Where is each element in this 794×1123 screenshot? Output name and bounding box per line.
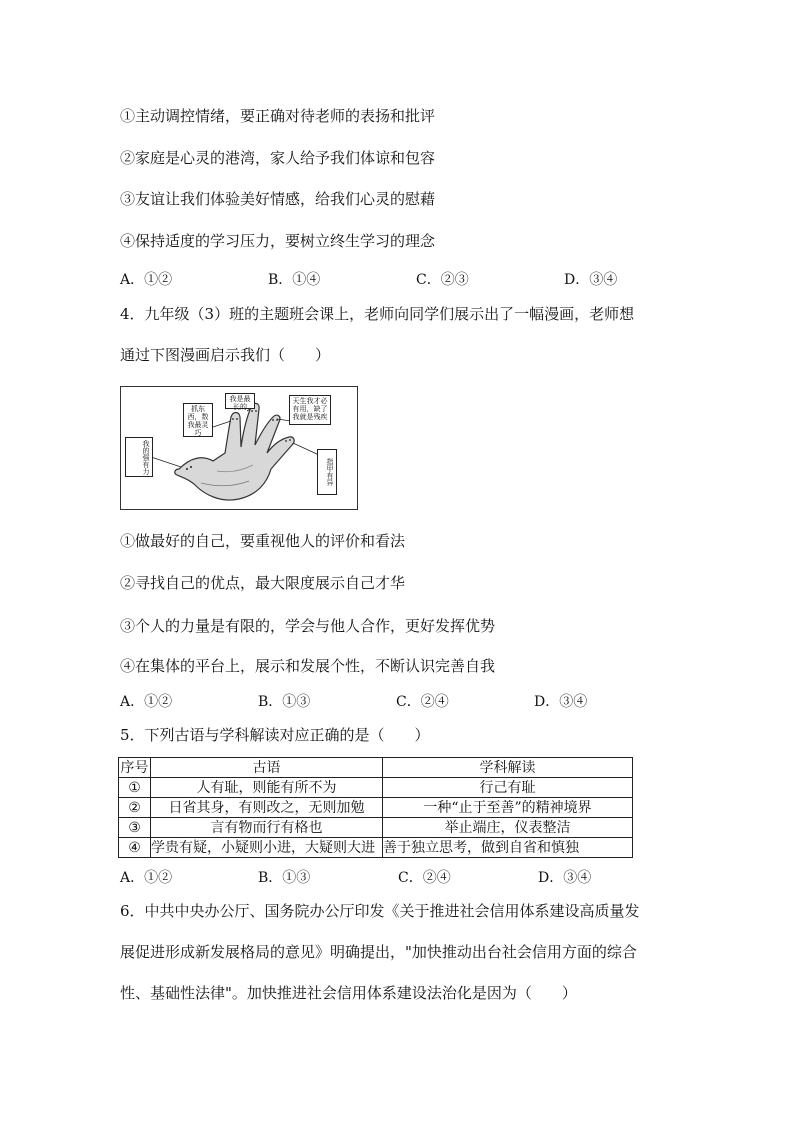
row-number: ① [119,778,151,798]
q3-option-d[interactable]: D．③④ [564,272,618,288]
row-reading: 一种“止于至善”的精神境界 [383,798,633,818]
q5-option-d[interactable]: D．③④ [538,870,592,886]
bubble-pinky: 指甲有异 [317,449,337,495]
header-quote: 古语 [151,758,383,778]
q3-item-3: ③友谊让我们体验美好情感，给我们心灵的慰藉 [120,190,436,208]
q3-item-4: ④保持适度的学习压力，要树立终生学习的理念 [120,232,436,250]
q6-line-3: 性、基础性法律"。加快推进社会信用体系建设法治化是因为（ ） [120,984,577,1002]
q5-stem: 5．下列古语与学科解读对应正确的是（ ） [120,726,430,744]
q3-item-1: ①主动调控情绪，要正确对待老师的表扬和批评 [120,107,436,125]
q5-option-a[interactable]: A．①② [120,870,173,886]
table-row [119,798,633,818]
row-quote: 学贵有疑，小疑则小进，大疑则大进 [151,838,383,858]
q4-option-b[interactable]: B．①③ [258,694,311,710]
q4-item-2: ②寻找自己的优点，最大限度展示自己才华 [120,574,406,592]
q3-options [120,270,680,290]
hand-cartoon [120,386,358,510]
q4-item-3: ③个人的力量是有限的，学会与他人合作，更好发挥优势 [120,617,496,635]
row-reading: 行己有耻 [383,778,633,798]
q4-option-c[interactable]: C．②④ [396,694,449,710]
row-reading: 善于独立思考，做到自省和慎独 [383,838,633,858]
q4-option-d[interactable]: D．③④ [534,694,588,710]
table-row [119,838,633,858]
q3-option-c[interactable]: C．②③ [416,272,469,288]
row-reading: 举止端庄，仪表整洁 [383,818,633,838]
row-quote: 人有耻，则能有所不为 [151,778,383,798]
table-header-row [119,758,633,778]
q4-item-4: ④在集体的平台上，展示和发展个性，不断认识完善自我 [120,657,496,675]
q4-stem-line-2: 通过下图漫画启示我们（ ） [120,346,331,364]
q3-item-2: ②家庭是心灵的港湾，家人给予我们体谅和包容 [120,149,436,167]
q6-line-2: 展促进形成新发展格局的意见》明确提出，"加快推动出台社会信用方面的综合 [120,943,637,961]
q4-option-a[interactable]: A．①② [120,694,173,710]
table-row [119,818,633,838]
q4-options [120,692,680,712]
bubble-ring: 天生我才必有用，缺了我就是残疾 [289,395,331,425]
row-number: ② [119,798,151,818]
q5-option-b[interactable]: B．①③ [258,870,311,886]
row-number: ④ [119,838,151,858]
table-row [119,778,633,798]
bubble-index: 抓东西，数我最灵巧 [183,403,213,437]
q5-table [118,757,633,858]
bubble-thumb: 我的强有力 [125,437,153,477]
q4-stem-line-1: 4．九年级（3）班的主题班会课上，老师向同学们展示出了一幅漫画，老师想 [120,305,635,323]
row-quote: 日省其身，有则改之，无则加勉 [151,798,383,818]
q6-line-1: 6．中共中央办公厅、国务院办公厅印发《关于推进社会信用体系建设高质量发 [120,902,640,920]
q3-option-a[interactable]: A．①② [120,272,173,288]
q4-item-1: ①做最好的自己，要重视他人的评价和看法 [120,532,406,550]
header-reading: 学科解读 [383,758,633,778]
q5-option-c[interactable]: C．②④ [398,870,451,886]
q3-option-b[interactable]: B．①④ [268,272,321,288]
bubble-middle: 我是最长的 [225,393,255,409]
q5-options [120,868,680,888]
row-quote: 言有物而行有格也 [151,818,383,838]
header-number: 序号 [120,759,149,776]
row-number: ③ [119,818,151,838]
